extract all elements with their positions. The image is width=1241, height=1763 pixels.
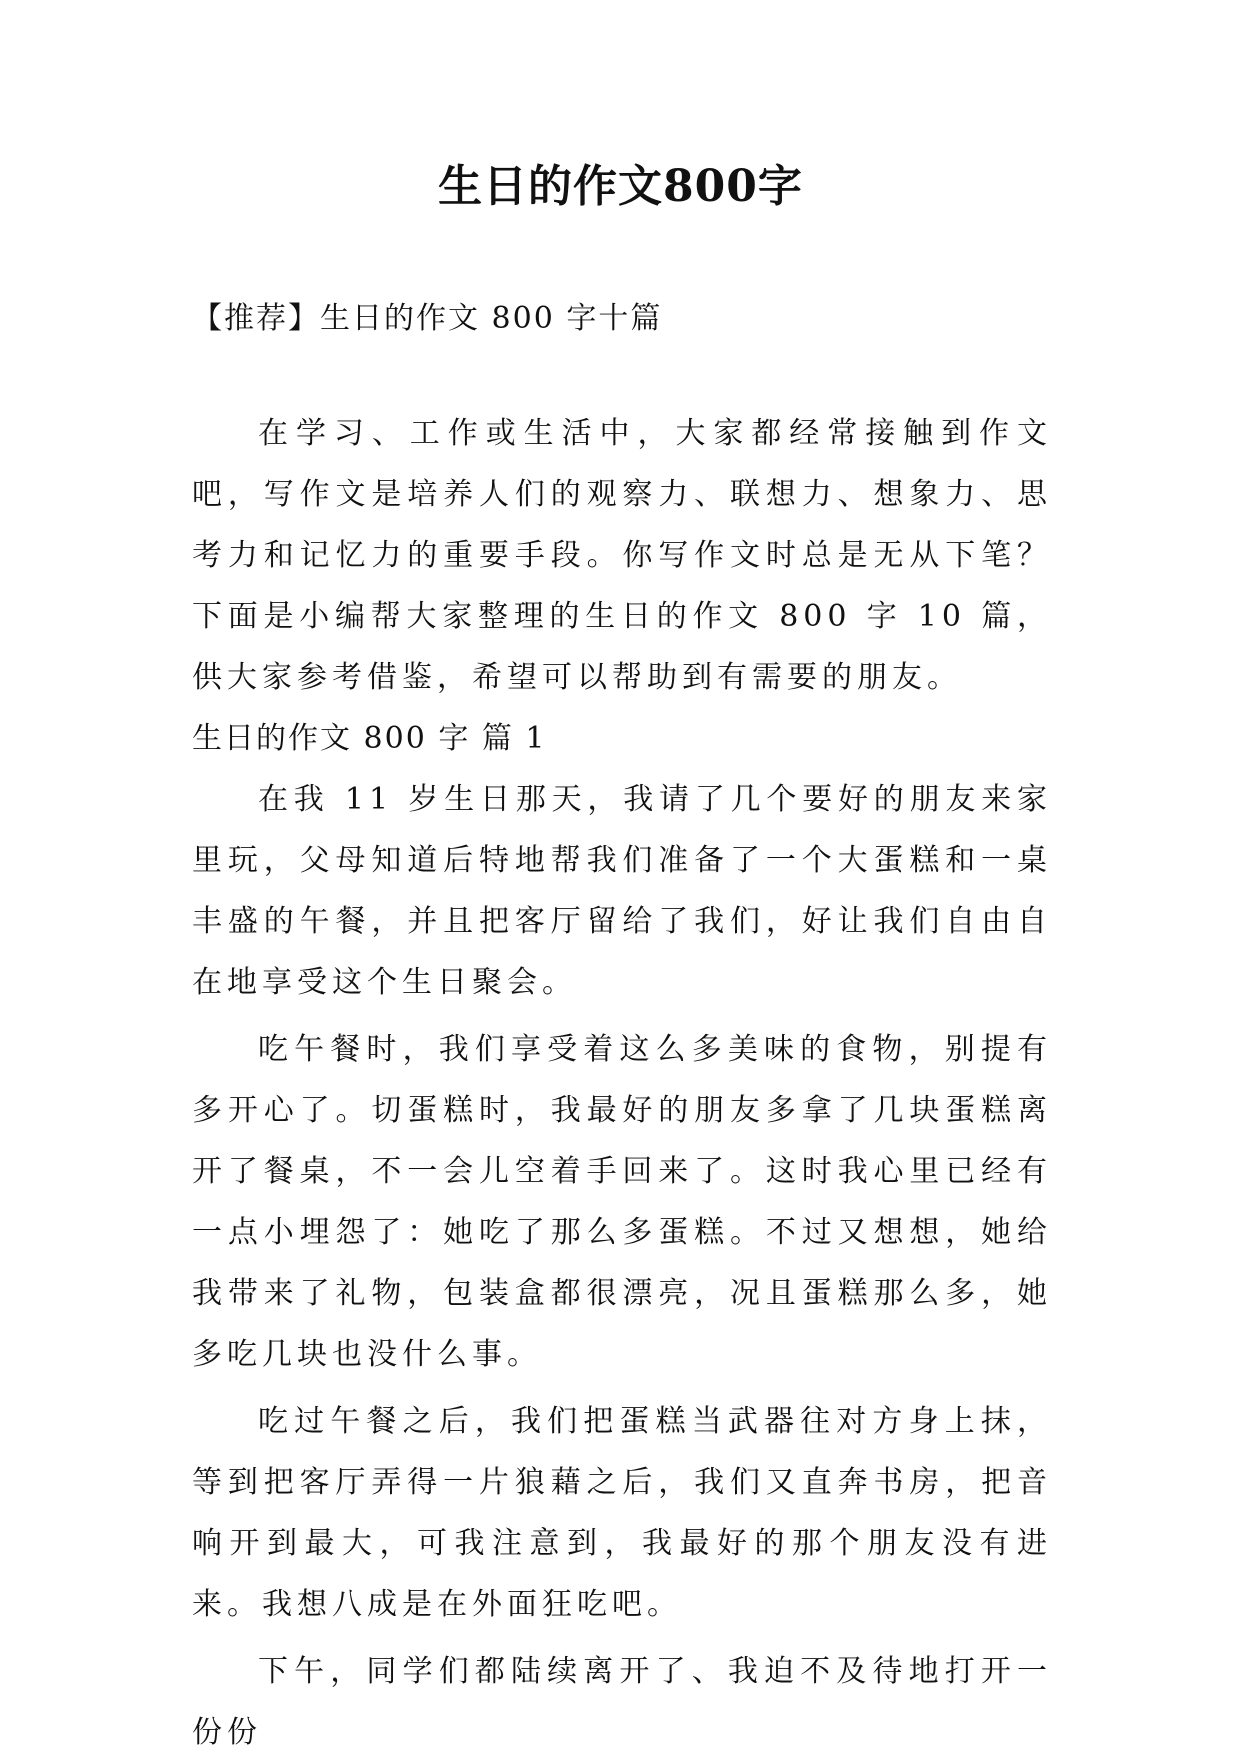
body-paragraph: 吃过午餐之后，我们把蛋糕当武器往对方身上抹，等到把客厅弄得一片狼藉之后，我们又直奔书房，把音响开到最大，可我注意到，我最好的那个朋友没有进来。我想八成是在外面狂吃吧。 <box>192 1404 1052 1622</box>
body-paragraph: 下午，同学们都陆续离开了、我迫不及待地打开一份份 <box>192 1654 1052 1750</box>
body-paragraph: 在我 11 岁生日那天，我请了几个要好的朋友来家里玩，父母知道后特地帮我们准备了一个大蛋糕和一桌丰盛的午餐，并且把客厅留给了我们，好让我们自由自在地享受这个生日聚会。 <box>192 782 1052 1000</box>
section-heading: 生日的作文 800 字 篇 1 <box>192 721 547 756</box>
intro-paragraph: 在学习、工作或生活中，大家都经常接触到作文吧，写作文是培养人们的观察力、联想力、想象力、思考力和记忆力的重要手段。你写作文时总是无从下笔？下面是小编帮大家整理的生日的作文 800 字 10 篇，供大家参考借鉴，希望可以帮助到有需要的朋友。 <box>192 416 1052 695</box>
document-body <box>192 403 1052 1763</box>
document-subtitle: 【推荐】生日的作文 800 字十篇 <box>192 301 663 336</box>
document-title: 生日的作文800字 <box>438 161 803 212</box>
body-paragraph: 吃午餐时，我们享受着这么多美味的食物，别提有多开心了。切蛋糕时，我最好的朋友多拿了几块蛋糕离开了餐桌，不一会儿空着手回来了。这时我心里已经有一点小埋怨了：她吃了那么多蛋糕。不过又想想，她给我带来了礼物，包装盒都很漂亮，况且蛋糕那么多，她多吃几块也没什么事。 <box>192 1032 1052 1372</box>
